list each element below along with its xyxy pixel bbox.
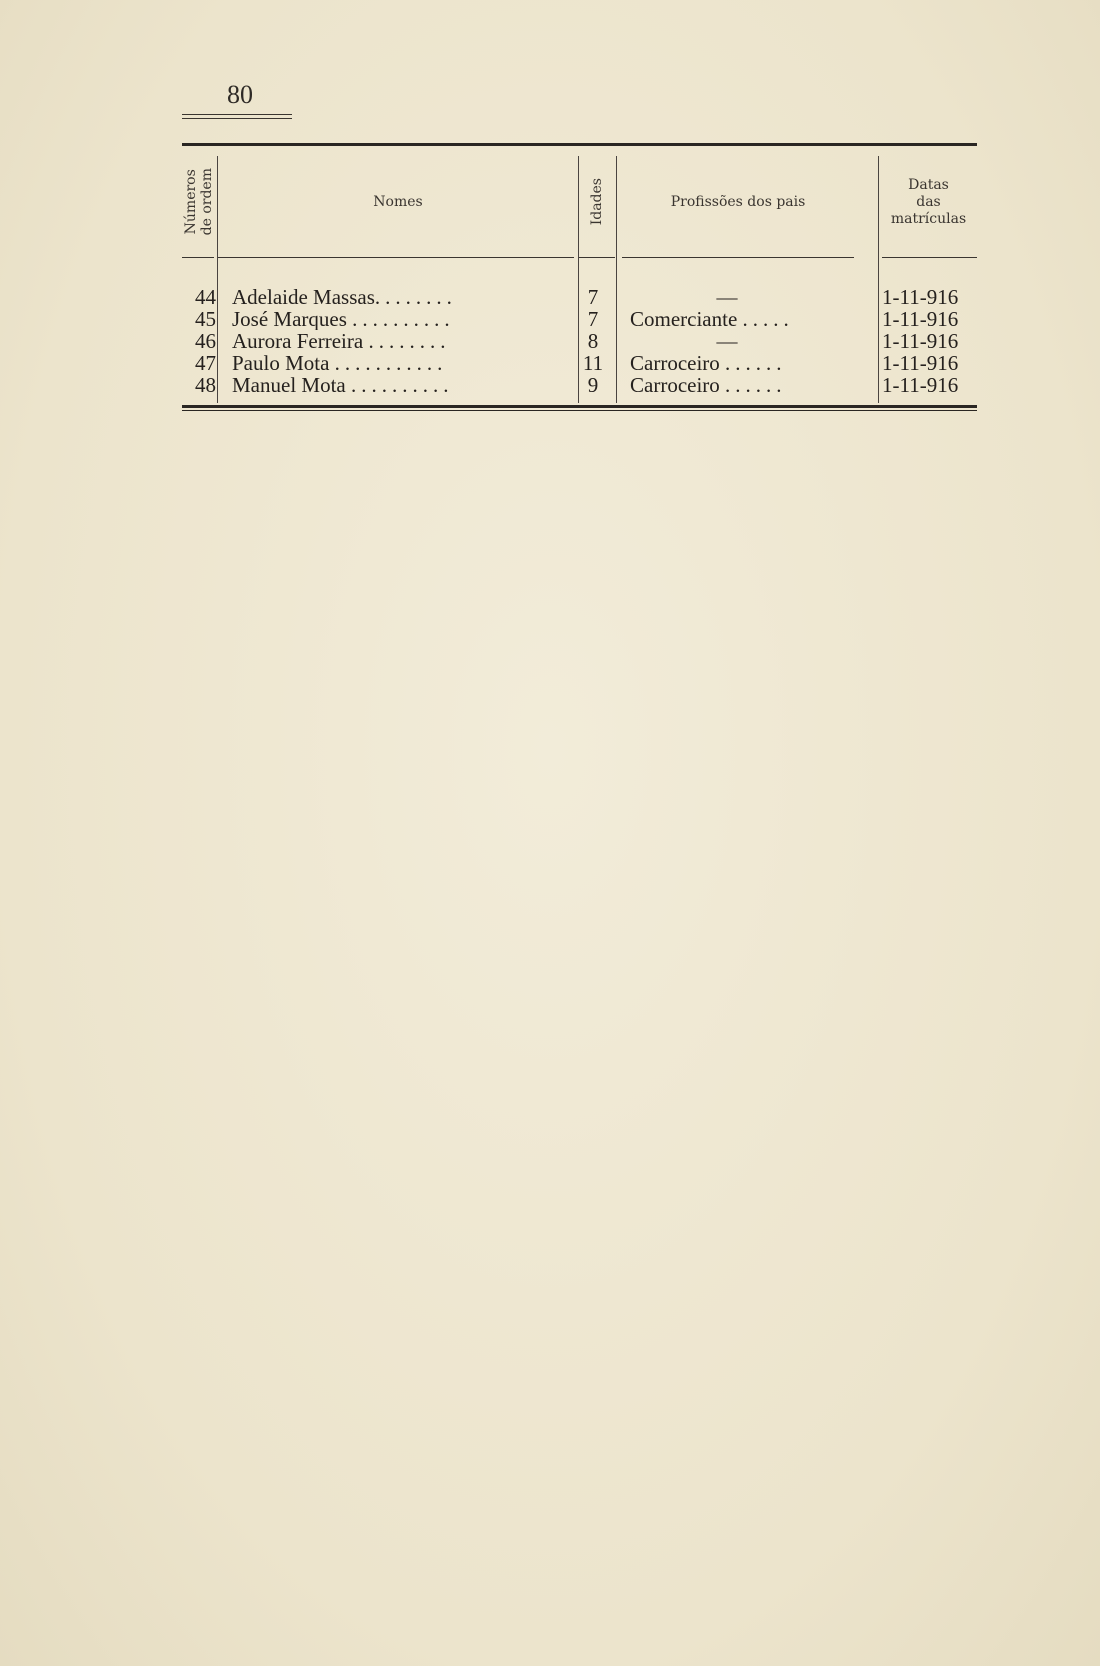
table-header (182, 146, 977, 263)
header-ages-cell (579, 146, 615, 258)
row-date: 1-11-916 (882, 351, 959, 375)
table-row (182, 374, 977, 396)
row-date: 1-11-916 (882, 373, 959, 397)
header-underline (182, 257, 214, 258)
column-divider (878, 156, 879, 263)
page-number-rule (182, 114, 292, 115)
row-age: 7 (587, 285, 599, 309)
table-body (182, 263, 977, 403)
row-profession: Carroceiro ...... (630, 373, 787, 397)
row-profession-dash: — (716, 285, 738, 309)
column-divider (578, 156, 579, 263)
header-underline (579, 257, 615, 258)
page-header (182, 80, 292, 119)
row-date: 1-11-916 (882, 329, 959, 353)
row-age: 7 (587, 307, 599, 331)
header-numbers: Números de ordem (183, 168, 215, 236)
header-ages: Idades (589, 178, 605, 226)
column-divider (616, 156, 617, 263)
row-number: 45 (195, 307, 216, 331)
header-underline (882, 257, 977, 258)
table-row (182, 308, 977, 330)
header-names: Nomes (373, 194, 423, 210)
row-date: 1-11-916 (882, 307, 959, 331)
row-number: 46 (195, 329, 216, 353)
row-name: Aurora Ferreira ........ (232, 330, 451, 352)
row-date: 1-11-916 (882, 285, 959, 309)
table-bottom-rule (182, 410, 977, 411)
table-row (182, 352, 977, 374)
table-bottom-rule (182, 405, 977, 408)
row-number: 47 (195, 351, 216, 375)
row-age: 8 (587, 329, 599, 353)
header-dates-cell (880, 146, 977, 258)
header-underline (622, 257, 854, 258)
row-number: 48 (195, 373, 216, 397)
row-name: Adelaide Massas........ (232, 286, 457, 308)
row-age: 9 (587, 373, 599, 397)
row-name: Manuel Mota .......... (232, 374, 454, 396)
table-row (182, 286, 977, 308)
header-professions-cell (618, 146, 858, 258)
row-number: 44 (195, 285, 216, 309)
enrollment-table (182, 143, 977, 411)
row-profession: Carroceiro ...... (630, 351, 787, 375)
table-row (182, 330, 977, 352)
column-divider (217, 156, 218, 263)
row-profession-dash: — (716, 329, 738, 353)
header-professions: Profissões dos pais (670, 194, 806, 210)
header-underline (218, 257, 574, 258)
row-name: José Marques .......... (232, 308, 455, 330)
row-profession: Comerciante ..... (630, 307, 794, 331)
row-name: Paulo Mota ........... (232, 352, 448, 374)
header-dates: Datas das matrículas (890, 176, 967, 227)
page-number: 80 (227, 80, 253, 109)
header-names-cell (218, 146, 578, 258)
row-age: 11 (582, 351, 604, 375)
header-numbers-cell (182, 146, 216, 258)
page-number-rule (182, 118, 292, 119)
